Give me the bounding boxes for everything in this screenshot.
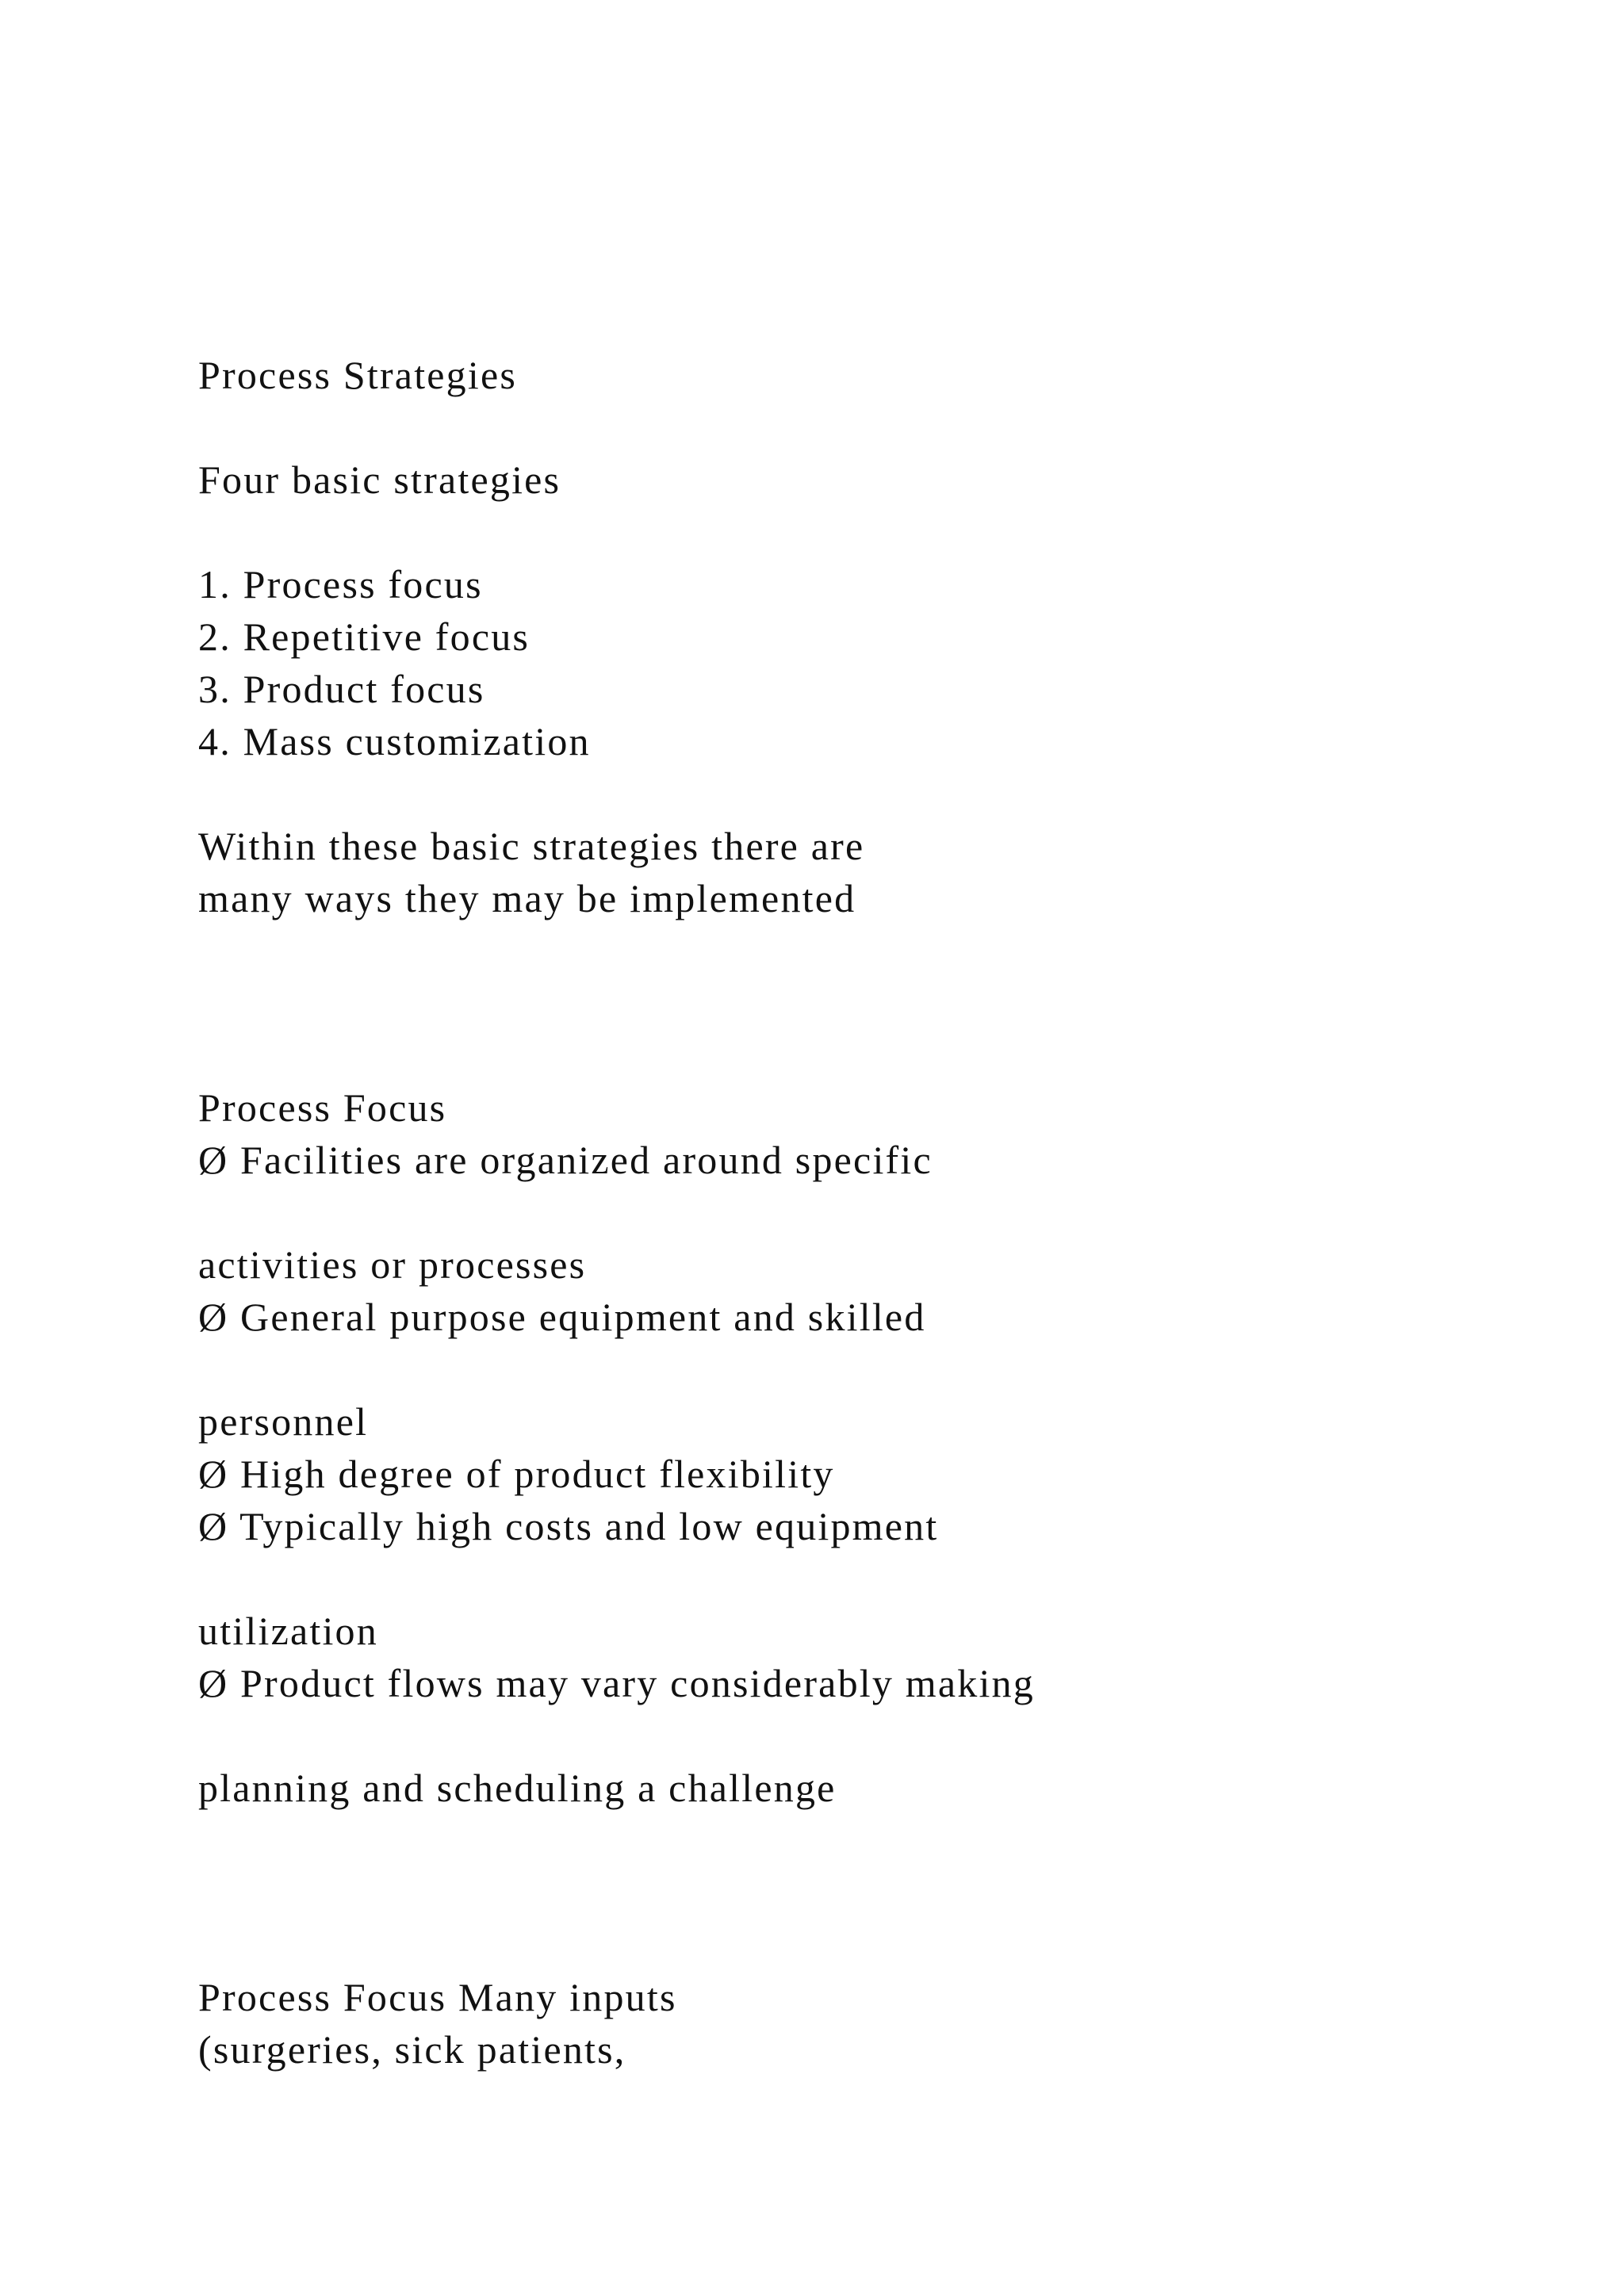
spacer <box>198 1814 1546 1971</box>
bullet-line: Ø Typically high costs and low equipment <box>198 1504 939 1548</box>
bullet-line: Ø Facilities are organized around specific <box>198 1138 933 1182</box>
document-body <box>198 349 1546 2076</box>
spacer <box>198 1709 1546 1762</box>
spacer <box>198 506 1546 558</box>
inputs-detail-line: (surgeries, sick patients, <box>198 2027 626 2072</box>
continuation-line: planning and scheduling a challenge <box>198 1766 837 1810</box>
bullet-line: Ø Product flows may vary considerably making <box>198 1661 1035 1705</box>
inputs-heading-line: Process Focus Many inputs <box>198 1975 677 2019</box>
strategy-item: 1. Process focus <box>198 562 483 607</box>
spacer <box>198 924 1546 1081</box>
spacer <box>198 1343 1546 1395</box>
note-line: Within these basic strategies there are <box>198 824 865 868</box>
continuation-line: utilization <box>198 1609 378 1653</box>
spacer <box>198 401 1546 453</box>
page-title: Process Strategies <box>198 353 518 397</box>
section-heading-process-focus: Process Focus <box>198 1085 447 1130</box>
spacer <box>198 767 1546 820</box>
note-line: many ways they may be implemented <box>198 876 856 920</box>
intro-text: Four basic strategies <box>198 457 561 502</box>
strategy-item: 4. Mass customization <box>198 719 591 763</box>
spacer <box>198 1552 1546 1605</box>
bullet-line: Ø General purpose equipment and skilled <box>198 1295 926 1339</box>
spacer <box>198 1186 1546 1238</box>
strategy-item: 3. Product focus <box>198 667 485 711</box>
bullet-line: Ø High degree of product flexibility <box>198 1452 835 1496</box>
strategy-item: 2. Repetitive focus <box>198 614 530 659</box>
continuation-line: activities or processes <box>198 1242 587 1287</box>
continuation-line: personnel <box>198 1399 369 1444</box>
